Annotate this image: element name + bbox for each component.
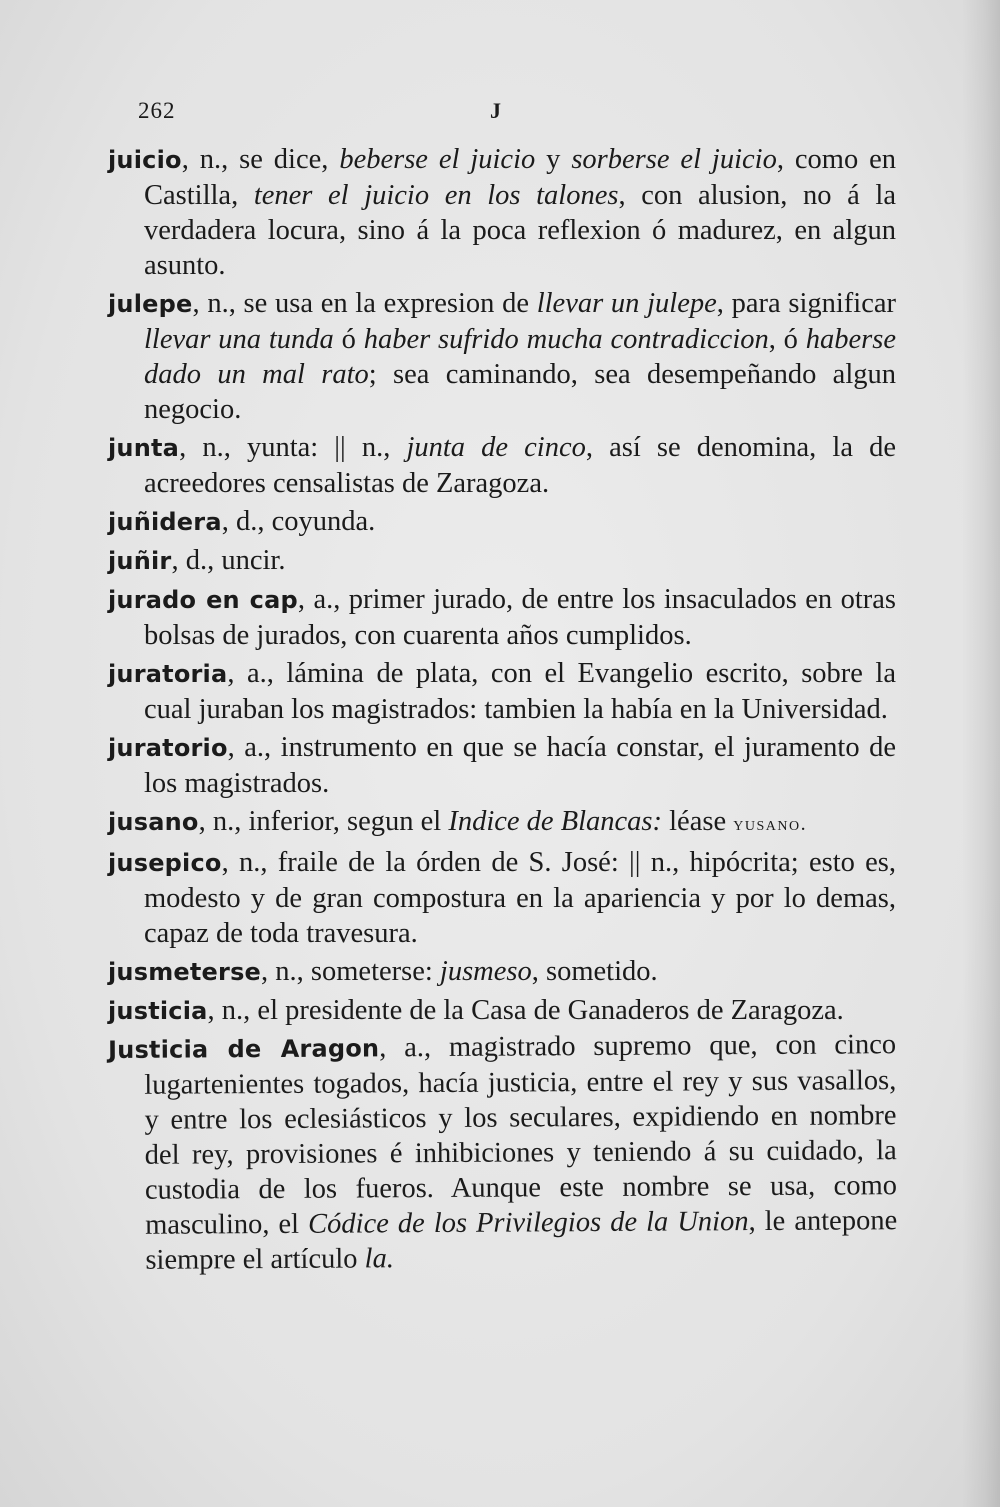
entry-italic-text: junta de cinco <box>406 432 586 463</box>
entry-text: , n., fraile de la órden de S. José: || n., hipócrita; esto es, modesto y de gran compostura en la apariencia y por lo demas, capaz de toda travesura. <box>144 847 896 949</box>
entry-text: , a., instrumento en que se hacía constar, el juramento de los magistrados. <box>144 732 896 799</box>
entry-text: , sometido. <box>531 956 658 987</box>
page-header <box>138 98 898 134</box>
entry-italic-text: llevar un julepe <box>536 288 717 319</box>
entry-headword: justicia <box>108 997 208 1025</box>
dictionary-entry <box>108 286 896 427</box>
entry-headword: jurado en cap <box>108 586 298 614</box>
dictionary-entry <box>108 730 896 801</box>
entry-text: , le antepone siempre el artículo <box>145 1205 898 1276</box>
entry-text: , a., primer jurado, de entre los insaculados en otras bolsas de jurados, con cuarenta años cumplidos. <box>144 584 896 651</box>
entry-headword: jusepico <box>108 849 222 877</box>
entry-text: , n., se dice, <box>181 144 340 175</box>
entry-text: , para significar <box>716 288 896 319</box>
entry-italic-text: Códice de los Privilegios de la Union <box>307 1206 749 1240</box>
running-head-letter: J <box>490 98 501 123</box>
entry-headword: juratoria <box>108 660 228 688</box>
entry-text: ó <box>333 324 364 355</box>
entry-italic-text: tener el juicio en los talones <box>253 180 619 211</box>
page-number: 262 <box>138 98 176 123</box>
entry-text: , como en Castilla, <box>144 144 897 211</box>
dictionary-entry <box>108 656 896 727</box>
dictionary-entry <box>108 845 896 951</box>
dictionary-entry <box>108 804 896 842</box>
entry-text: , d., uncir. <box>171 545 286 576</box>
entry-headword: jusano <box>108 808 199 836</box>
entry-text: , a., magistrado supremo que, con cinco lugartenientes togados, hacía justicia, entre el rey y sus vasallos, y entre los eclesiásticos y los seculares, expidiendo en nombre del rey, provisiones é inhibiciones y teniendo á su cuidado, la custodia de los fueros. Aunque este nombre se usa, como masculino, el <box>144 1029 898 1241</box>
entry-text: y <box>535 144 572 175</box>
dictionary-entries <box>108 142 896 1281</box>
entry-italic-text: la. <box>364 1243 395 1275</box>
entry-italic-text: haber sufrido mucha contradiccion <box>363 324 769 355</box>
entry-smallcaps-text: yusano. <box>733 813 808 835</box>
entry-headword: Justicia de Aragon <box>108 1034 380 1064</box>
entry-headword: juicio <box>108 146 182 174</box>
entry-text: , n., el presidente de la Casa de Ganaderos de Zaragoza. <box>207 995 844 1026</box>
dictionary-entry <box>108 430 896 501</box>
entry-text: , a., lámina de plata, con el Evangelio escrito, sobre la cual juraban los magistrados: tambien la había en la Universidad. <box>144 658 896 725</box>
entry-text: , n., yunta: || n., <box>179 432 407 463</box>
dictionary-entry <box>108 142 896 283</box>
entry-headword: junta <box>108 434 180 462</box>
dictionary-entry <box>108 543 896 579</box>
entry-italic-text: haberse dado un mal rato <box>144 324 896 390</box>
entry-italic-text: jusmeso <box>439 956 532 987</box>
entry-headword: juratorio <box>108 734 228 762</box>
entry-headword: juñidera <box>108 508 222 536</box>
dictionary-entry <box>108 504 896 540</box>
entry-text: ; sea caminando, sea desempeñando algun negocio. <box>144 359 896 425</box>
dictionary-entry <box>108 582 896 653</box>
entry-text: léase <box>662 806 734 837</box>
dictionary-entry <box>108 954 896 990</box>
dictionary-entry <box>108 1027 897 1278</box>
entry-text: , n., someterse: <box>261 956 440 987</box>
entry-text: , n., se usa en la expresion de <box>192 288 537 319</box>
dictionary-entry <box>108 993 896 1029</box>
entry-headword: jusmeterse <box>108 958 262 986</box>
entry-italic-text: Indice de Blancas: <box>448 806 663 837</box>
entry-text: , n., inferior, segun el <box>198 806 449 837</box>
entry-headword: juñir <box>108 547 172 575</box>
entry-italic-text: llevar una tunda <box>144 324 334 355</box>
entry-text: , d., coyunda. <box>221 506 376 537</box>
entry-text: , ó <box>768 324 806 355</box>
entry-italic-text: sorberse el juicio <box>571 144 777 175</box>
page-edge-shadow <box>962 0 1000 1507</box>
entry-text: , así se denomina, la de acreedores censalistas de Zaragoza. <box>144 432 896 499</box>
entry-headword: julepe <box>108 290 193 318</box>
entry-italic-text: beberse el juicio <box>339 144 536 175</box>
entry-text: , con alusion, no á la verdadera locura, sino á la poca reflexion ó madurez, en algun asunto. <box>144 180 896 281</box>
